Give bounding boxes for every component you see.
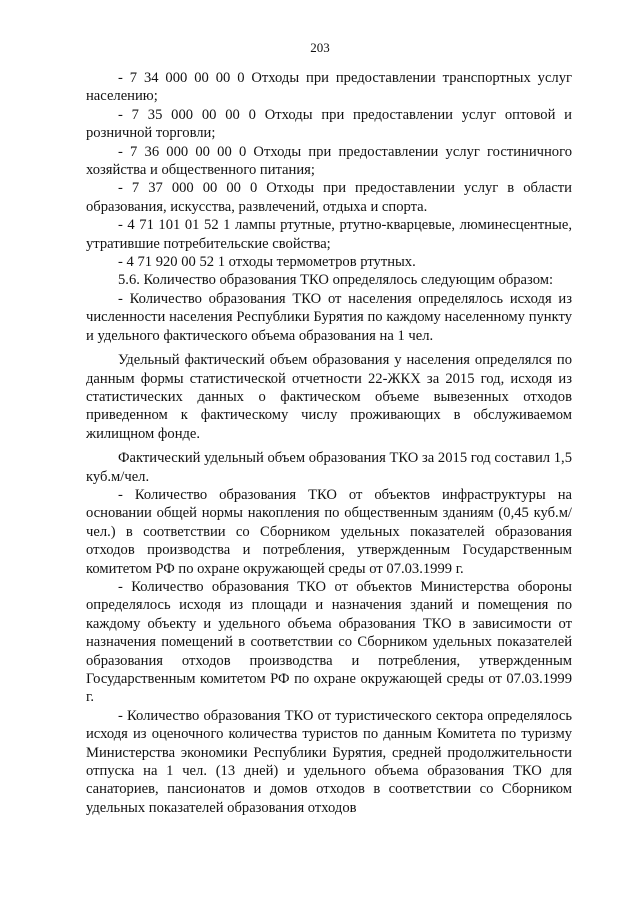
- paragraph-waste-code-7-34: - 7 34 000 00 00 0 Отходы при предоставлении транспортных услуг населению;: [86, 70, 572, 105]
- paragraph-population: - Количество образования ТКО от населения определялось исходя из численности населения Республики Бурятия по каждому населенному пункту и удельного фактического объема образования на 1 чел.: [86, 290, 572, 344]
- page-number: 203: [310, 40, 330, 55]
- paragraph-tourism: - Количество образования ТКО от туристического сектора определялось исходя из оценочного количества туристов по данным Комитета по туризму Министерства экономики Республики Бурятия, средней продолжительности отпуска на 1 чел. (13 дней) и удельного объема образования ТКО для санаториев, пансионатов и домов отходов в соответствии со Сборником удельных показателей образования отходов: [86, 707, 572, 816]
- paragraph-waste-code-7-36: - 7 36 000 00 00 0 Отходы при предоставлении услуг гостиничного хозяйства и общественного питания;: [86, 143, 572, 179]
- paragraph-waste-code-7-35: - 7 35 000 00 00 0 Отходы при предоставлении услуг оптовой и розничной торговли;: [86, 106, 572, 142]
- paragraph-waste-code-4-71-101: - 4 71 101 01 52 1 лампы ртутные, ртутно-кварцевые, люминесцентные, утратившие потребительские свойства;: [86, 217, 572, 252]
- paragraph-infrastructure: - Количество образования ТКО от объектов инфраструктуры на основании общей нормы накопления по общественным зданиям (0,45 куб.м/чел.) в соответствии со Сборником удельных показателей образования отходов производства и потребления, утвержденным Государственным комитетом РФ по охране окружающей среды от 07.03.1999 г.: [86, 486, 572, 577]
- paragraph-specific-volume: Удельный фактический объем образования у населения определялся по данным формы статистической отчетности 22-ЖКХ за 2015 год, исходя из статистических данных о фактическом объеме вывезенных отходов приведенном к фактическому числу проживающих в обслуживаемом жилищном фонде.: [86, 352, 572, 442]
- paragraph-actual-volume: Фактический удельный объем образования ТКО за 2015 год составил 1,5 куб.м/чел.: [86, 450, 572, 485]
- paragraph-section-5-6: 5.6. Количество образования ТКО определялось следующим образом:: [118, 272, 554, 289]
- paragraph-waste-code-7-37: - 7 37 000 00 00 0 Отходы при предоставлении услуг в области образования, искусства, развлечений, отдыха и спорта.: [86, 180, 572, 215]
- paragraph-ministry-of-defense: - Количество образования ТКО от объектов Министерства обороны определялось исходя из площади и назначения зданий и помещения по каждому объекту и удельного объема образования ТКО в зависимости от назначения помещений в соответствии со Сборником удельных показателей образования отходов производства и потребления, утвержденным Государственным комитетом РФ по охране окружающей среды от 07.03.1999 г.: [86, 578, 572, 706]
- paragraph-waste-code-4-71-920: - 4 71 920 00 52 1 отходы термометров ртутных.: [118, 254, 416, 271]
- body-text: [86, 69, 572, 817]
